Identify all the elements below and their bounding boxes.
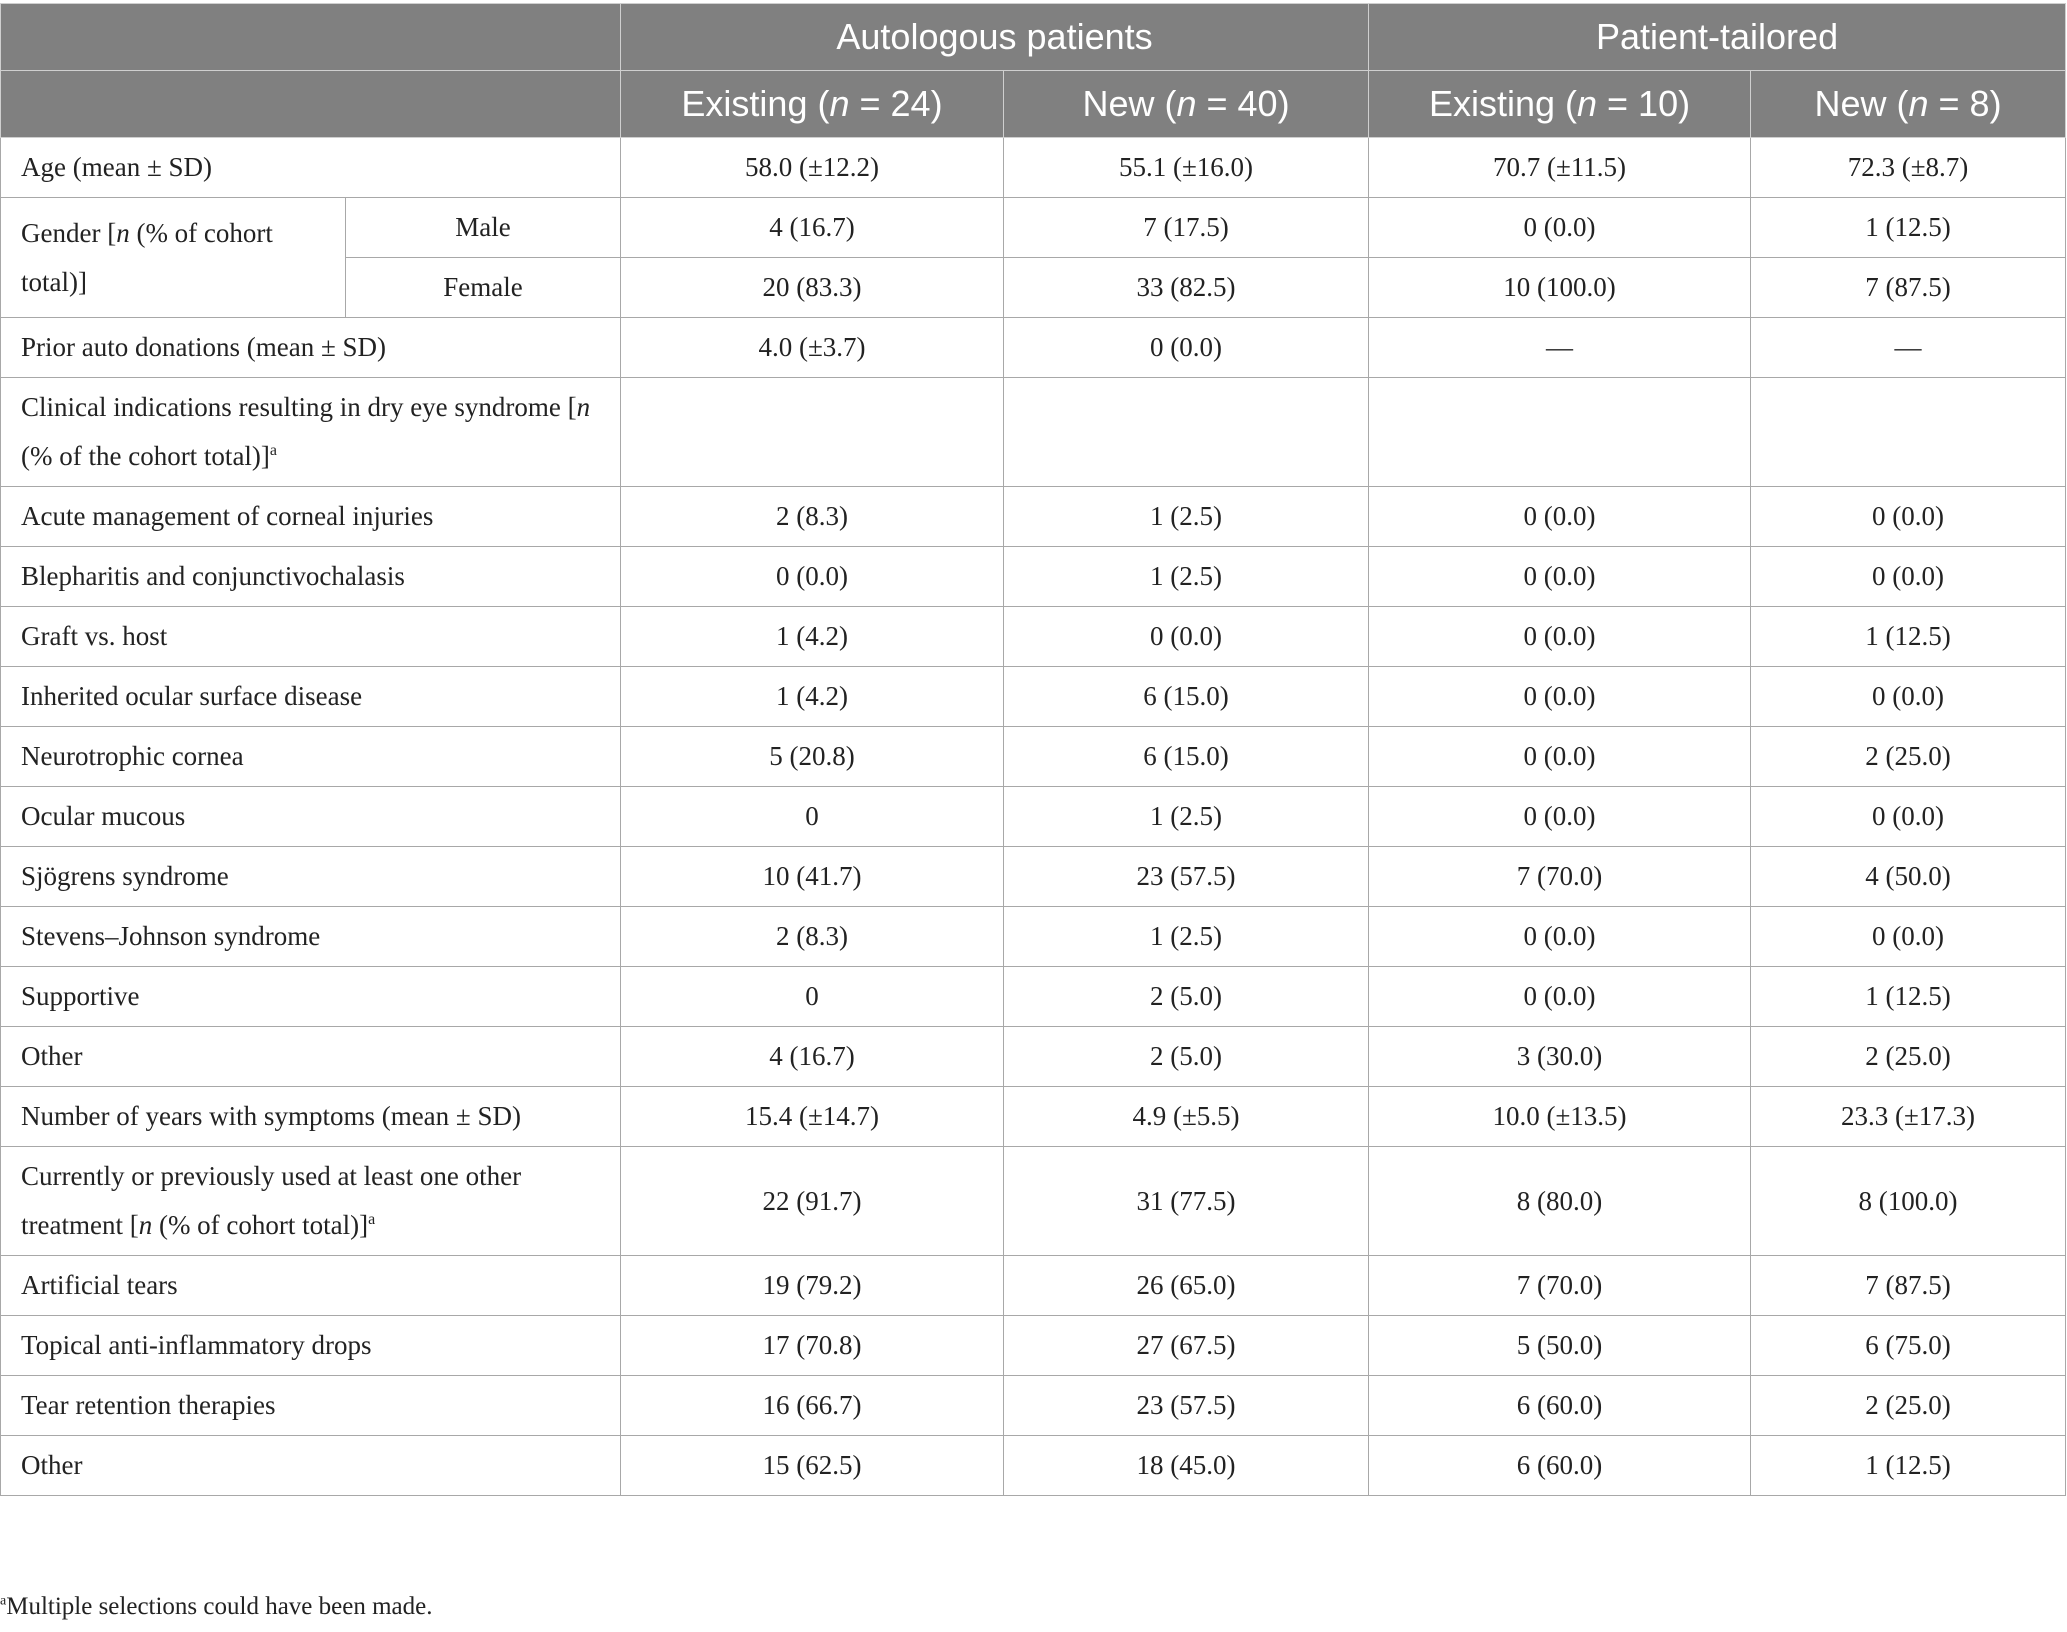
- cell-value: 2 (5.0): [1004, 1027, 1369, 1087]
- cell-value: 70.7 (±11.5): [1369, 138, 1751, 198]
- row-label: Sjögrens syndrome: [1, 847, 621, 907]
- table-footnote: $^a$Multiple selections could have been made.: [0, 1593, 433, 1620]
- cell-value: 0 (0.0): [1369, 727, 1751, 787]
- cell-value: 2 (25.0): [1751, 727, 2066, 787]
- row-label: Other: [1, 1436, 621, 1496]
- cell-value: 31 (77.5): [1004, 1147, 1369, 1256]
- cell-value: 18 (45.0): [1004, 1436, 1369, 1496]
- cell-value: 33 (82.5): [1004, 258, 1369, 318]
- cell-value: 2 (25.0): [1751, 1376, 2066, 1436]
- indications-rows: [1, 487, 2066, 1087]
- row-prior-donations: [1, 318, 2066, 378]
- cell-value: 10 (41.7): [621, 847, 1004, 907]
- cell-value: 0 (0.0): [621, 547, 1004, 607]
- row-label: Other: [1, 1027, 621, 1087]
- cell-value: 4.9 (±5.5): [1004, 1087, 1369, 1147]
- cell-value: 23 (57.5): [1004, 1376, 1369, 1436]
- cell-value: 4 (50.0): [1751, 847, 2066, 907]
- cell-value: 2 (8.3): [621, 487, 1004, 547]
- cell-value: 10 (100.0): [1369, 258, 1751, 318]
- row-sublabel-female: Female: [346, 258, 621, 318]
- row-label: Inherited ocular surface disease: [1, 667, 621, 727]
- cell-value: 10.0 (±13.5): [1369, 1087, 1751, 1147]
- cell-value: 2 (25.0): [1751, 1027, 2066, 1087]
- cell-value: 1 (2.5): [1004, 787, 1369, 847]
- cell-value: 4.0 (±3.7): [621, 318, 1004, 378]
- row-gender-male: [1, 198, 2066, 258]
- row-label: Currently or previously used at least one other treatment [n (% of cohort total)]$^a$: [1, 1147, 621, 1256]
- cell-value: 1 (12.5): [1751, 198, 2066, 258]
- cell-value: 0 (0.0): [1369, 547, 1751, 607]
- cell-value: 1 (12.5): [1751, 607, 2066, 667]
- cell-value: 0 (0.0): [1751, 787, 2066, 847]
- cell-value: 1 (2.5): [1004, 547, 1369, 607]
- row-indication: [1, 667, 2066, 727]
- cell-value: 4 (16.7): [621, 1027, 1004, 1087]
- cell-value: 0 (0.0): [1369, 198, 1751, 258]
- cell-value: 6 (75.0): [1751, 1316, 2066, 1376]
- cell-empty: [1751, 378, 2066, 487]
- cell-value: 2 (8.3): [621, 907, 1004, 967]
- cell-value: 0 (0.0): [1369, 667, 1751, 727]
- header-autologous-existing: Existing (n = 24): [621, 71, 1004, 138]
- row-indication: [1, 847, 2066, 907]
- row-label: Tear retention therapies: [1, 1376, 621, 1436]
- row-label: Number of years with symptoms (mean ± SD): [1, 1087, 621, 1147]
- cell-value: 0 (0.0): [1369, 487, 1751, 547]
- row-treatment: [1, 1316, 2066, 1376]
- cell-value: 15.4 (±14.7): [621, 1087, 1004, 1147]
- cell-value: 0 (0.0): [1369, 607, 1751, 667]
- cell-value: 0 (0.0): [1369, 907, 1751, 967]
- header-autologous-patients: Autologous patients: [621, 4, 1369, 71]
- cell-value: 7 (70.0): [1369, 847, 1751, 907]
- cell-value: 0 (0.0): [1004, 607, 1369, 667]
- cell-empty: [621, 378, 1004, 487]
- cell-value: 5 (20.8): [621, 727, 1004, 787]
- cell-value: 6 (15.0): [1004, 727, 1369, 787]
- cell-value: 1 (4.2): [621, 607, 1004, 667]
- cell-value: 8 (100.0): [1751, 1147, 2066, 1256]
- row-treatment: [1, 1436, 2066, 1496]
- cell-value: 15 (62.5): [621, 1436, 1004, 1496]
- row-label: Blepharitis and conjunctivochalasis: [1, 547, 621, 607]
- row-clinical-indications-header: [1, 378, 2066, 487]
- cell-value: 16 (66.7): [621, 1376, 1004, 1436]
- cell-empty: [1004, 378, 1369, 487]
- row-indication: [1, 787, 2066, 847]
- row-label: Graft vs. host: [1, 607, 621, 667]
- cell-value: 6 (15.0): [1004, 667, 1369, 727]
- cell-value: 0 (0.0): [1751, 487, 2066, 547]
- row-label: Prior auto donations (mean ± SD): [1, 318, 621, 378]
- cell-value: 6 (60.0): [1369, 1376, 1751, 1436]
- row-indication: [1, 487, 2066, 547]
- row-indication: [1, 607, 2066, 667]
- header-tailored-existing: Existing (n = 10): [1369, 71, 1751, 138]
- header-empty-cell: [1, 4, 621, 71]
- row-label: Artificial tears: [1, 1256, 621, 1316]
- cell-value: 0 (0.0): [1751, 907, 2066, 967]
- treatment-rows: [1, 1256, 2066, 1496]
- cell-value: 23 (57.5): [1004, 847, 1369, 907]
- row-label: Stevens–Johnson syndrome: [1, 907, 621, 967]
- row-years-symptoms: [1, 1087, 2066, 1147]
- cell-value: 26 (65.0): [1004, 1256, 1369, 1316]
- cell-value: 20 (83.3): [621, 258, 1004, 318]
- row-label: Topical anti-inflammatory drops: [1, 1316, 621, 1376]
- row-indication: [1, 967, 2066, 1027]
- cell-value: —: [1751, 318, 2066, 378]
- cell-value: 0 (0.0): [1751, 547, 2066, 607]
- row-indication: [1, 547, 2066, 607]
- cell-value: 8 (80.0): [1369, 1147, 1751, 1256]
- row-label: Ocular mucous: [1, 787, 621, 847]
- cell-value: 0 (0.0): [1004, 318, 1369, 378]
- row-treatment: [1, 1256, 2066, 1316]
- row-age: [1, 138, 2066, 198]
- cell-value: 27 (67.5): [1004, 1316, 1369, 1376]
- header-patient-tailored: Patient-tailored: [1369, 4, 2066, 71]
- cell-value: 1 (2.5): [1004, 907, 1369, 967]
- cell-value: 3 (30.0): [1369, 1027, 1751, 1087]
- cell-value: 7 (87.5): [1751, 1256, 2066, 1316]
- row-indication: [1, 907, 2066, 967]
- cell-value: 7 (70.0): [1369, 1256, 1751, 1316]
- row-indication: [1, 1027, 2066, 1087]
- cell-value: 1 (4.2): [621, 667, 1004, 727]
- cell-empty: [1369, 378, 1751, 487]
- cell-value: 0 (0.0): [1751, 667, 2066, 727]
- cell-value: 72.3 (±8.7): [1751, 138, 2066, 198]
- header-row-subgroups: [1, 71, 2066, 138]
- row-sublabel-male: Male: [346, 198, 621, 258]
- cell-value: 6 (60.0): [1369, 1436, 1751, 1496]
- cell-value: 0 (0.0): [1369, 967, 1751, 1027]
- header-empty-cell: [1, 71, 621, 138]
- cell-value: 0: [621, 787, 1004, 847]
- row-label: Acute management of corneal injuries: [1, 487, 621, 547]
- cell-value: 4 (16.7): [621, 198, 1004, 258]
- cell-value: 55.1 (±16.0): [1004, 138, 1369, 198]
- header-autologous-new: New (n = 40): [1004, 71, 1369, 138]
- cell-value: 58.0 (±12.2): [621, 138, 1004, 198]
- row-other-treatment-header: [1, 1147, 2066, 1256]
- row-label: Neurotrophic cornea: [1, 727, 621, 787]
- header-tailored-new: New (n = 8): [1751, 71, 2066, 138]
- cell-value: —: [1369, 318, 1751, 378]
- cell-value: 17 (70.8): [621, 1316, 1004, 1376]
- row-label-gender: Gender [n (% of cohort total)]: [1, 198, 346, 318]
- cell-value: 1 (12.5): [1751, 1436, 2066, 1496]
- row-label: Clinical indications resulting in dry eye syndrome [n (% of the cohort total)]$^a$: [1, 378, 621, 487]
- header-row-groups: [1, 4, 2066, 71]
- cell-value: 5 (50.0): [1369, 1316, 1751, 1376]
- cell-value: 7 (87.5): [1751, 258, 2066, 318]
- row-treatment: [1, 1376, 2066, 1436]
- cell-value: 0 (0.0): [1369, 787, 1751, 847]
- row-label: Supportive: [1, 967, 621, 1027]
- row-indication: [1, 727, 2066, 787]
- cell-value: 22 (91.7): [621, 1147, 1004, 1256]
- cell-value: 23.3 (±17.3): [1751, 1087, 2066, 1147]
- row-label: Age (mean ± SD): [1, 138, 621, 198]
- cohort-characteristics-table: [0, 3, 2066, 1496]
- cell-value: 19 (79.2): [621, 1256, 1004, 1316]
- cell-value: 7 (17.5): [1004, 198, 1369, 258]
- cell-value: 0: [621, 967, 1004, 1027]
- cell-value: 1 (12.5): [1751, 967, 2066, 1027]
- cell-value: 1 (2.5): [1004, 487, 1369, 547]
- cell-value: 2 (5.0): [1004, 967, 1369, 1027]
